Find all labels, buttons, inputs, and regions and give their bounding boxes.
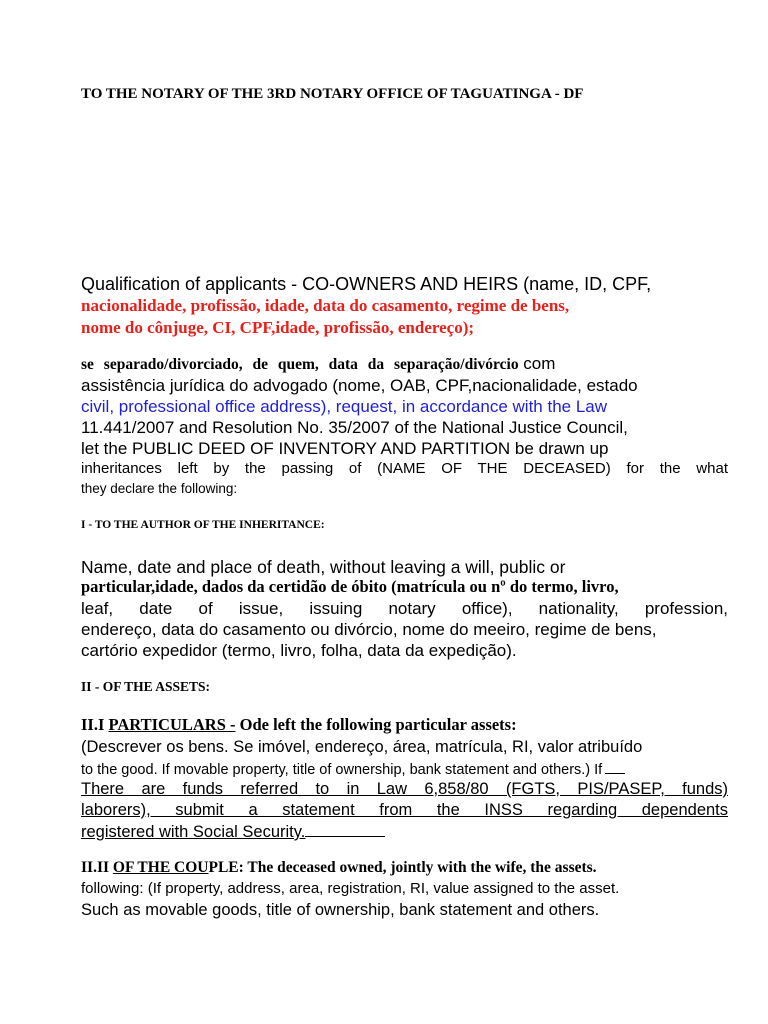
applicants-line-3: nome do cônjuge, CI, CPF,idade, profissão, endereço); bbox=[81, 318, 475, 337]
request-line-1-rest: com bbox=[518, 354, 556, 373]
request-line-2: assistência jurídica do advogado (nome, OAB, CPF,nacionalidade, estado bbox=[81, 376, 638, 395]
section-1-line-5: cartório expedidor (termo, livro, folha, data da expedição). bbox=[81, 641, 517, 660]
particulars-line-6 bbox=[81, 822, 385, 842]
blank-fill-line bbox=[605, 759, 625, 774]
couple-rest: PLE: The deceased owned, jointly with the wife, the assets. bbox=[208, 859, 597, 876]
request-line-6: inheritances left by the passing of (NAME OF THE DECEASED) for the what bbox=[81, 460, 728, 477]
couple-heading bbox=[81, 859, 597, 877]
section-1-line-3: leaf, date of issue, issuing notary office), nationality, profession, bbox=[81, 599, 728, 618]
particulars-label: PARTICULARS - bbox=[108, 715, 236, 734]
request-line-3: civil, professional office address), request, in accordance with the Law bbox=[81, 397, 608, 416]
section-2-heading: II - OF THE ASSETS: bbox=[81, 679, 211, 694]
section-1-heading: I - TO THE AUTHOR OF THE INHERITANCE: bbox=[81, 519, 325, 531]
particulars-line-5: laborers), submit a statement from the INSS regarding dependents bbox=[81, 801, 728, 819]
couple-line-3: Such as movable goods, title of ownership, bank statement and others. bbox=[81, 901, 600, 919]
section-1-line-2: particular,idade, dados da certidão de óbito (matrícula ou nº do termo, livro, bbox=[81, 577, 619, 596]
particulars-rest: Ode left the following particular assets: bbox=[235, 715, 517, 734]
couple-prefix: II.II bbox=[81, 859, 113, 876]
section-1-line-4: endereço, data do casamento ou divórcio, nome do meeiro, regime de bens, bbox=[81, 620, 657, 639]
applicants-line-1: Qualification of applicants - CO-OWNERS AND HEIRS (name, ID, CPF, bbox=[81, 274, 652, 294]
particulars-line-6-text: registered with Social Security. bbox=[81, 823, 306, 841]
request-line-1-bold: se separado/divorciado, de quem, data da separação/divórcio bbox=[81, 356, 519, 373]
particulars-line-3-text: to the good. If movable property, title of ownership, bank statement and others.) If bbox=[81, 762, 603, 778]
particulars-prefix: II.I bbox=[81, 715, 109, 734]
particulars-line-4: There are funds referred to in Law 6,858/80 (FGTS, PIS/PASEP, funds) bbox=[81, 780, 728, 798]
applicants-line-2: nacionalidade, profissão, idade, data do casamento, regime de bens, bbox=[81, 296, 570, 315]
request-line-7: they declare the following: bbox=[81, 481, 238, 496]
couple-label: OF THE COU bbox=[112, 859, 209, 876]
request-line-4: 11.441/2007 and Resolution No. 35/2007 of the National Justice Council, bbox=[81, 418, 628, 437]
document-title: TO THE NOTARY OF THE 3RD NOTARY OFFICE OF TAGUATINGA - DF bbox=[81, 86, 584, 102]
request-line-5: let the PUBLIC DEED OF INVENTORY AND PARTITION be drawn up bbox=[81, 439, 609, 458]
particulars-line-2: (Descrever os bens. Se imóvel, endereço, área, matrícula, RI, valor atribuído bbox=[81, 738, 643, 756]
section-1-line-1: Name, date and place of death, without leaving a will, public or bbox=[81, 557, 566, 577]
blank-fill-line bbox=[305, 822, 385, 837]
particulars-line-3 bbox=[81, 759, 625, 779]
couple-line-2: following: (If property, address, area, registration, RI, value assigned to the asset. bbox=[81, 880, 620, 897]
request-line-1 bbox=[81, 354, 555, 374]
particulars-heading bbox=[81, 716, 517, 735]
